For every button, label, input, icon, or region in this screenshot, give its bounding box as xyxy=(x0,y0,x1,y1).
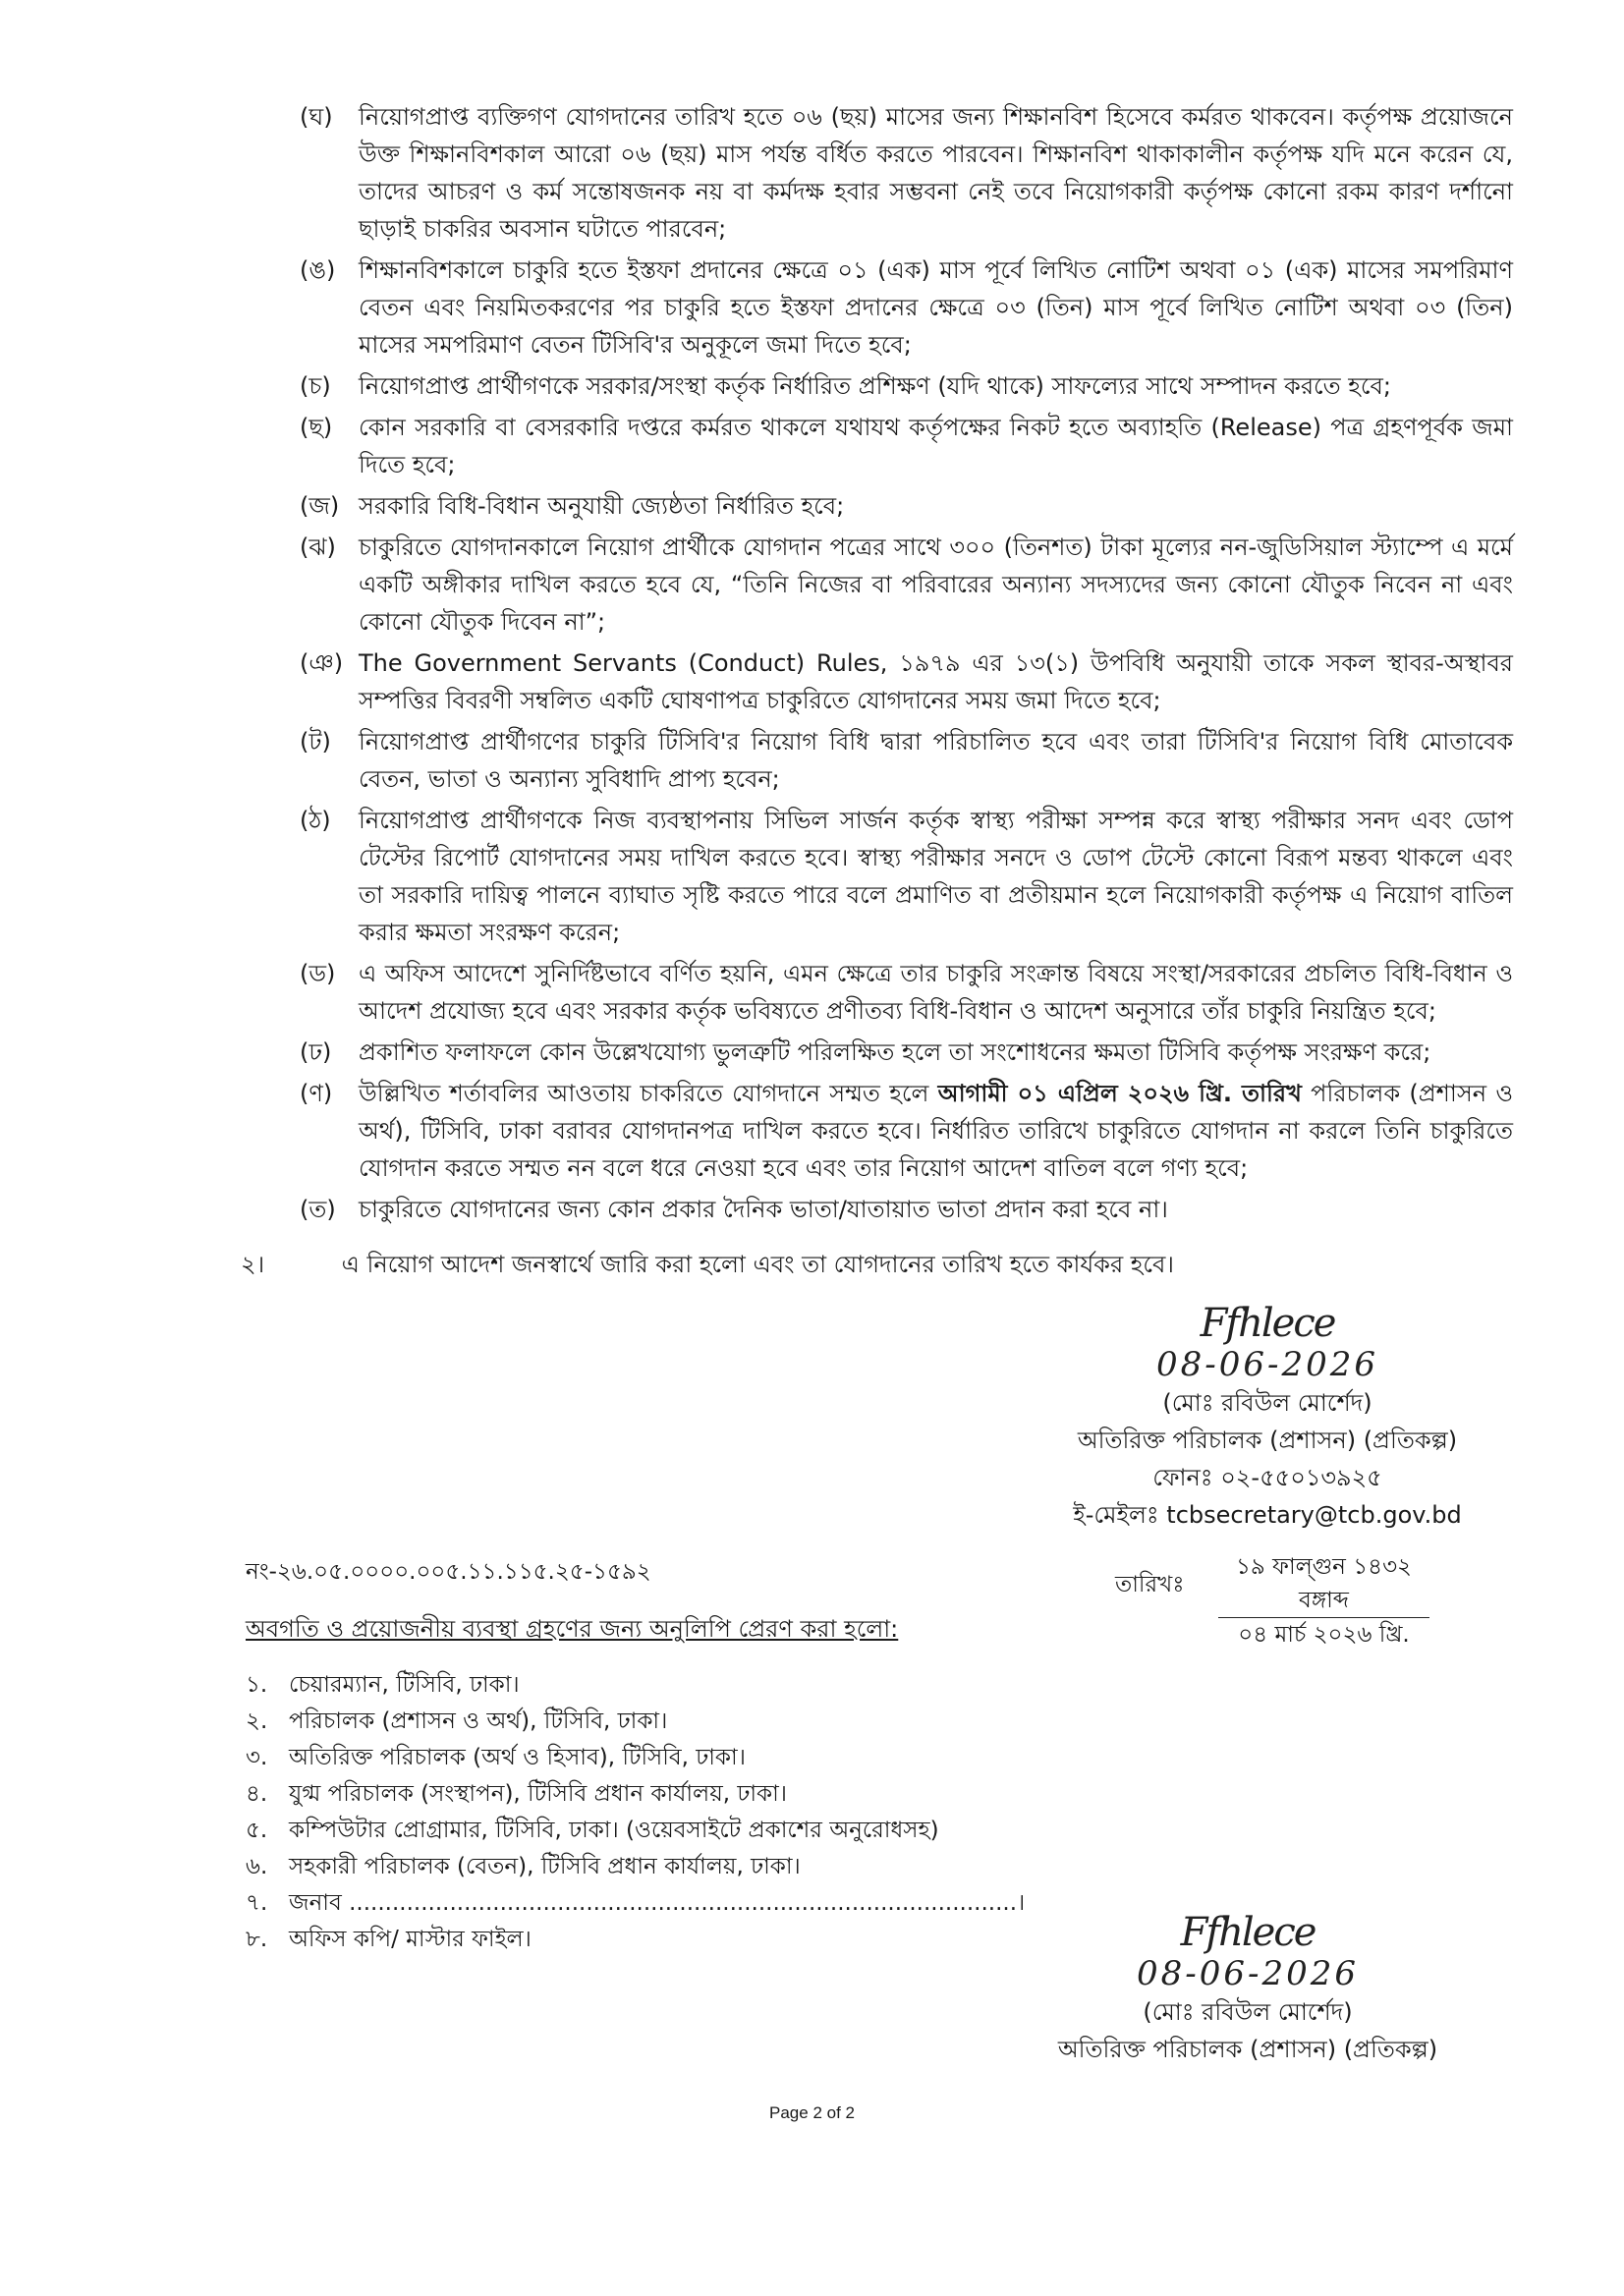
clause-jha xyxy=(300,529,1513,641)
clause-ja xyxy=(300,487,1513,525)
clause-nya xyxy=(300,644,1513,719)
clause-mark: (ঞ) xyxy=(300,649,344,677)
copy-to-item xyxy=(246,1667,1032,1704)
clause-tha xyxy=(300,802,1513,951)
copy-to-item xyxy=(246,1813,1032,1849)
clause-text: নিয়োগপ্রাপ্ত প্রার্থীগণের চাকুরি টিসিবি'র নিয়োগ বিধি দ্বারা পরিচালিত হবে এবং তারা টিসিবি'র নিয়োগ বিধি মোতাবেক বেতন, ভাতা ও অন্যান্য সুবিধাদি প্রাপ্য হবেন; xyxy=(359,728,1513,793)
handwritten-date: 08-06-2026 xyxy=(1136,1954,1360,1993)
copy-to-item xyxy=(246,1740,1032,1776)
copy-to-heading: অবগতি ও প্রয়োজনীয় ব্যবস্থা গ্রহণের জন্য অনুলিপি প্রেরণ করা হলো: xyxy=(246,1615,899,1643)
signature-block-1 xyxy=(1012,1302,1523,1534)
clause-text: চাকুরিতে যোগদানকালে নিয়োগ প্রার্থীকে যোগদান পত্রের সাথে ৩০০ (তিনশত) টাকা মূল্যের নন-জুডিসিয়াল স্ট্যাম্পে এ মর্মে একটি অঙ্গীকার দাখিল করতে হবে যে, “তিনি নিজের বা পরিবারের অন্যান্য সদস্যদের জন্য কোনো যৌতুক নিবেন না এবং কোনো যৌতুক দিবেন না”; xyxy=(359,533,1513,636)
handwritten-signature: Ffhlece xyxy=(1200,1301,1335,1346)
clause-chha xyxy=(300,409,1513,483)
signatory-phone: ফোনঃ ০২-৫৫০১৩৯২৫ xyxy=(1152,1464,1382,1491)
handwritten-date: 08-06-2026 xyxy=(1155,1345,1379,1384)
clause-text-before: উল্লিখিত শর্তাবলির আওতায় চাকরিতে যোগদানে সম্মত হলে xyxy=(359,1080,938,1107)
signatory-email: ই-মেইলঃ tcbsecretary@tcb.gov.bd xyxy=(1073,1501,1462,1529)
item-number: ২. xyxy=(246,1708,268,1734)
clause-text: চাকুরিতে যোগদানের জন্য কোন প্রকার দৈনিক ভাতা/যাতায়াত ভাতা প্রদান করা হবে না। xyxy=(359,1196,1168,1223)
clause-text-after: পরিচালক (প্রশাসন ও অর্থ), টিসিবি, ঢাকা বরাবর যোগদানপত্র দাখিল করতে হবে। নির্ধারিত তারিখে চাকুরিতে যোগদান না করলে তিনি চাকুরিতে যোগদান করতে সম্মত নন বলে ধরে নেওয়া হবে এবং তার নিয়োগ আদেশ বাতিল বলে গণ্য হবে; xyxy=(359,1080,1513,1182)
clause-text: এ অফিস আদেশে সুনির্দিষ্টভাবে বর্ণিত হয়নি, এমন ক্ষেত্রে তার চাকুরি সংক্রান্ত বিষয়ে সংস্থা/সরকারের প্রচলিত বিধি-বিধান ও আদেশ প্রযোজ্য হবে এবং সরকার কর্তৃক ভবিষ্যতে প্রণীতব্য বিধি-বিধান ও আদেশ অনুসারে তাঁর চাকুরি নিয়ন্ত্রিত হবে; xyxy=(359,960,1513,1025)
copy-to-item xyxy=(246,1885,1032,1922)
item-number: ৭. xyxy=(246,1890,268,1916)
conditions-list xyxy=(300,98,1513,1232)
item-text: অফিস কপি/ মাস্টার ফাইল। xyxy=(289,1927,532,1952)
date-gregorian: ০৪ মার্চ ২০২৬ খ্রি. xyxy=(1238,1622,1410,1648)
clause-ta-last xyxy=(300,1191,1513,1228)
clause-mark: (ঙ) xyxy=(300,256,336,284)
item-text: জনাব .............................................................................................। xyxy=(289,1890,1026,1916)
clause-text: কোন সরকারি বা বেসরকারি দপ্তরে কর্মরত থাকলে যথাযথ কর্তৃপক্ষের নিকট হতে অব্যাহতি (Release) পত্র গ্রহণপূর্বক জমা দিতে হবে; xyxy=(359,414,1513,478)
memo-number: নং-২৬.০৫.০০০০.০০৫.১১.১১৫.২৫-১৫৯২ xyxy=(246,1559,651,1585)
item-text: যুগ্ম পরিচালক (সংস্থাপন), টিসিবি প্রধান কার্যালয়, ঢাকা। xyxy=(289,1781,788,1807)
item-text: কম্পিউটার প্রোগ্রামার, টিসিবি, ঢাকা। (ওয়েবসাইটে প্রকাশের অনুরোধসহ) xyxy=(289,1818,939,1843)
copy-to-item xyxy=(246,1776,1032,1813)
clause-mark: (ড) xyxy=(300,960,336,987)
clause-mark: (ট) xyxy=(300,728,331,756)
item-number: ৩. xyxy=(246,1745,268,1770)
clause-gha xyxy=(300,98,1513,248)
joining-date-emphasis: আগামী ০১ এপ্রিল ২০২৬ খ্রি. তারিখ xyxy=(937,1080,1302,1107)
signatory-name: (মোঃ রবিউল মোর্শেদ) xyxy=(1162,1389,1372,1417)
clause-text: The Government Servants (Conduct) Rules, ১৯৭৯ এর ১৩(১) উপবিধি অনুযায়ী তাকে সকল স্থাবর-অস্থাবর সম্পত্তির বিবরণী সম্বলিত একটি ঘোষণাপত্র চাকুরিতে যোগদানের সময় জমা দিতে হবে; xyxy=(359,649,1513,714)
item-text: সহকারী পরিচালক (বেতন), টিসিবি প্রধান কার্যালয়, ঢাকা। xyxy=(289,1854,801,1879)
clause-da xyxy=(300,955,1513,1030)
copy-to-item xyxy=(246,1849,1032,1885)
item-number: ৬. xyxy=(246,1854,268,1879)
clause-uma xyxy=(300,252,1513,364)
clause-text xyxy=(359,1080,1513,1182)
item-text: চেয়ারম্যান, টিসিবি, ঢাকা। xyxy=(289,1672,520,1698)
clause-mark: (চ) xyxy=(300,372,331,400)
paragraph-text: এ নিয়োগ আদেশ জনস্বার্থে জারি করা হলো এবং তা যোগদানের তারিখ হতে কার্যকর হবে। xyxy=(341,1251,1175,1278)
clause-text: সরকারি বিধি-বিধান অনুযায়ী জ্যেষ্ঠতা নির্ধারিত হবে; xyxy=(359,492,845,520)
signatory-designation: অতিরিক্ত পরিচালক (প্রশাসন) (প্রতিকল্প) xyxy=(1057,2036,1438,2063)
clause-dha xyxy=(300,1034,1513,1071)
copy-to-list xyxy=(246,1667,1032,1958)
clause-mark: (ঘ) xyxy=(300,103,333,131)
clause-mark: (জ) xyxy=(300,492,340,520)
copy-to-item xyxy=(246,1922,1032,1958)
clause-mark: (ছ) xyxy=(300,414,333,441)
clause-mark: (ঠ) xyxy=(300,807,331,834)
item-number: ৮. xyxy=(246,1927,268,1952)
clause-text: শিক্ষানবিশকালে চাকুরি হতে ইস্তফা প্রদানের ক্ষেত্রে ০১ (এক) মাস পূর্বে লিখিত নোটিশ অথবা ০১ (এক) মাসের সমপরিমাণ বেতন এবং নিয়মিতকরণের পর চাকুরি হতে ইস্তফা প্রদানের ক্ষেত্রে ০৩ (তিন) মাস পূর্বে লিখিত নোটিশ অথবা ০৩ (তিন) মাসের সমপরিমাণ বেতন টিসিবি'র অনুকূলে জমা দিতে হবে; xyxy=(359,256,1513,359)
clause-text: নিয়োগপ্রাপ্ত ব্যক্তিগণ যোগদানের তারিখ হতে ০৬ (ছয়) মাসের জন্য শিক্ষানবিশ হিসেবে কর্মরত থাকবেন। কর্তৃপক্ষ প্রয়োজনে উক্ত শিক্ষানবিশকাল আরো ০৬ (ছয়) মাস পর্যন্ত বর্ধিত করতে পারবেন। শিক্ষানবিশ থাকাকালীন কর্তৃপক্ষ যদি মনে করেন যে, তাদের আচরণ ও কর্ম সন্তোষজনক নয় বা কর্মদক্ষ হবার সম্ভবনা নেই তবে নিয়োগকারী কর্তৃপক্ষ কোনো রকম কারণ দর্শানো ছাড়াই চাকরির অবসান ঘটাতে পারবেন; xyxy=(359,103,1513,243)
paragraph-number: ২। xyxy=(241,1251,265,1278)
item-text: অতিরিক্ত পরিচালক (অর্থ ও হিসাব), টিসিবি, ঢাকা। xyxy=(289,1745,746,1770)
signature-block-2 xyxy=(1012,1911,1484,2068)
item-number: ৪. xyxy=(246,1781,268,1807)
page-number: Page 2 of 2 xyxy=(769,2103,855,2122)
handwritten-signature: Ffhlece xyxy=(1180,1910,1316,1955)
signatory-designation: অতিরিক্ত পরিচালক (প্রশাসন) (প্রতিকল্প) xyxy=(1077,1427,1458,1454)
clause-mark: (ঢ) xyxy=(300,1038,332,1066)
date-values xyxy=(1218,1550,1429,1652)
clause-mark: (ত) xyxy=(300,1196,336,1223)
clause-text: নিয়োগপ্রাপ্ত প্রার্থীগণকে সরকার/সংস্থা কর্তৃক নির্ধারিত প্রশিক্ষণ (যদি থাকে) সাফল্যের সাথে সম্পাদন করতে হবে; xyxy=(359,372,1391,400)
date-bangla: ১৯ ফাল্গুন ১৪৩২ বঙ্গাব্দ xyxy=(1218,1550,1429,1618)
clause-mark: (ঝ) xyxy=(300,533,336,561)
item-text: পরিচালক (প্রশাসন ও অর্থ), টিসিবি, ঢাকা। xyxy=(289,1708,668,1734)
clause-text: প্রকাশিত ফলাফলে কোন উল্লেখযোগ্য ভুলত্রুটি পরিলক্ষিত হলে তা সংশোধনের ক্ষমতা টিসিবি কর্তৃপক্ষ সংরক্ষণ করে; xyxy=(359,1038,1431,1066)
clause-na xyxy=(300,1075,1513,1187)
date-label: তারিখঃ xyxy=(1115,1572,1185,1597)
signatory-name: (মোঃ রবিউল মোর্শেদ) xyxy=(1143,1998,1353,2026)
clause-text: নিয়োগপ্রাপ্ত প্রার্থীগণকে নিজ ব্যবস্থাপনায় সিভিল সার্জন কর্তৃক স্বাস্থ্য পরীক্ষা সম্পন্ন করে স্বাস্থ্য পরীক্ষার সনদ এবং ডোপ টেস্টের রিপোর্ট যোগদানের সময় দাখিল করতে হবে। স্বাস্থ্য পরীক্ষার সনদে ও ডোপ টেস্টে কোনো বিরূপ মন্তব্য থাকলে এবং তা সরকারি দায়িত্ব পালনে ব্যাঘাত সৃষ্টি করতে পারে বলে প্রমাণিত বা প্রতীয়মান হলে নিয়োগকারী কর্তৃপক্ষ এ নিয়োগ বাতিল করার ক্ষমতা সংরক্ষণ করেন; xyxy=(359,807,1513,946)
clause-cha xyxy=(300,367,1513,405)
clause-mark: (ণ) xyxy=(300,1080,333,1107)
item-number: ৫. xyxy=(246,1818,268,1843)
clause-ta xyxy=(300,723,1513,798)
copy-to-item xyxy=(246,1704,1032,1740)
item-number: ১. xyxy=(246,1672,268,1698)
paragraph-2 xyxy=(241,1246,1518,1283)
